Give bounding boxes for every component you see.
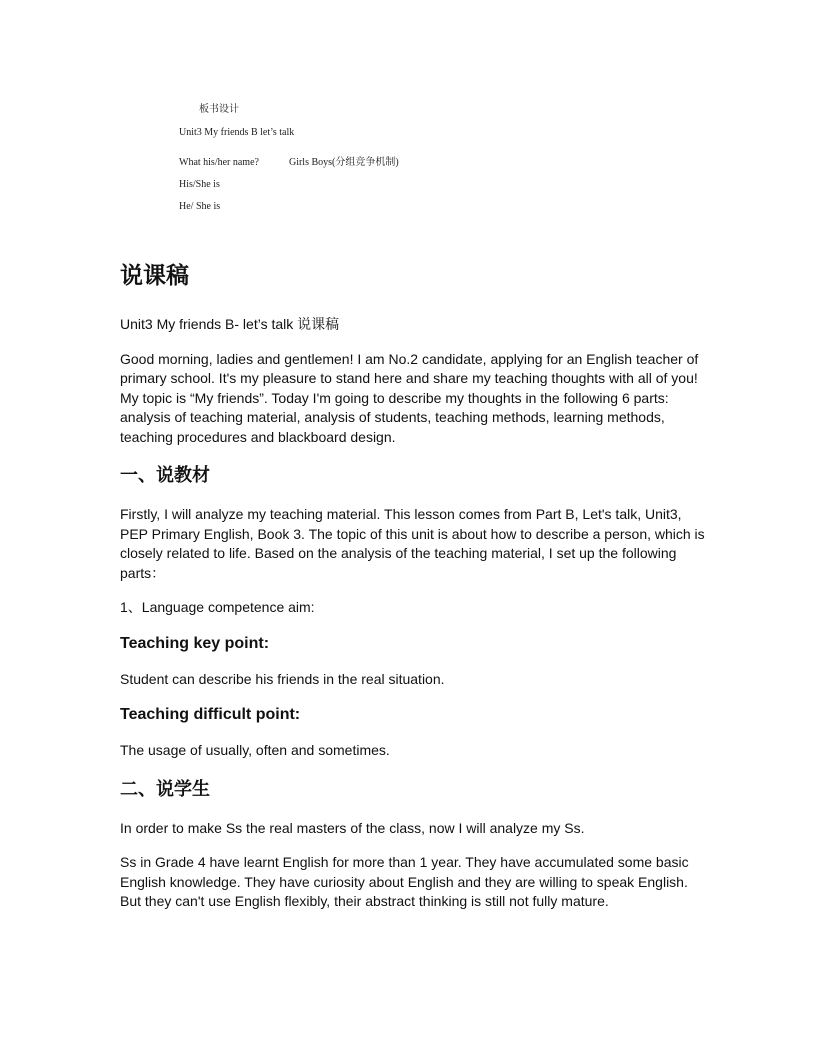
aim-list-item: 1、Language competence aim: — [120, 599, 315, 615]
section-heading-students: 二、说学生 — [120, 778, 210, 799]
doc-subtitle: Unit3 My friends B- let’s talk 说课稿 — [120, 316, 340, 332]
students-paragraph-2: Ss in Grade 4 have learnt English for more than 1 year. They have accumulated some basic English knowledge. They have curiosity about English and they are willing to speak English. But they can't use English flexibly, their abstract thinking is still not fully mature. — [120, 854, 689, 909]
difficult-point-text: The usage of usually, often and sometimes. — [120, 742, 390, 758]
intro-paragraph: Good morning, ladies and gentlemen! I am No.2 candidate, applying for an English teacher of primary school. It's my pleasure to stand here and share my teaching thoughts with all of you! My topic is “My friends”. Today I'm going to describe my thoughts in the following 6 parts: analysis of teaching material, analysis of students, teaching methods, learning methods, teaching procedures and blackboard design. — [120, 350, 699, 445]
blackboard-line-3: His/She is — [179, 179, 220, 190]
blackboard-line-4: He/ She is — [179, 201, 221, 212]
page-title: 说课稿 — [120, 262, 189, 288]
document-content — [120, 258, 710, 927]
blackboard-line-2 — [179, 153, 399, 168]
teaching-material-paragraph: Firstly, I will analyze my teaching material. This lesson comes from Part B, Let's talk, Unit3, PEP Primary English, Book 3. The topic of this unit is about how to describe a person, which is closely related to life. Based on the analysis of the teaching material, I set up the following parts： — [120, 506, 705, 581]
blackboard-line-1: Unit3 My friends B let’s talk — [179, 127, 295, 138]
students-paragraph-1: In order to make Ss the real masters of the class, now I will analyze my Ss. — [120, 819, 585, 836]
key-point-heading: Teaching key point: — [120, 634, 270, 652]
key-point-text: Student can describe his friends in the real situation. — [120, 670, 445, 687]
blackboard-groups: Girls Boys(分组竞争机制) — [288, 157, 399, 168]
difficult-point-heading: Teaching difficult point: — [120, 706, 301, 723]
blackboard-title: 板书设计 — [199, 104, 239, 115]
section-heading-teaching-material: 一、说教材 — [120, 465, 210, 485]
blackboard-question: What his/her name? — [179, 157, 259, 168]
